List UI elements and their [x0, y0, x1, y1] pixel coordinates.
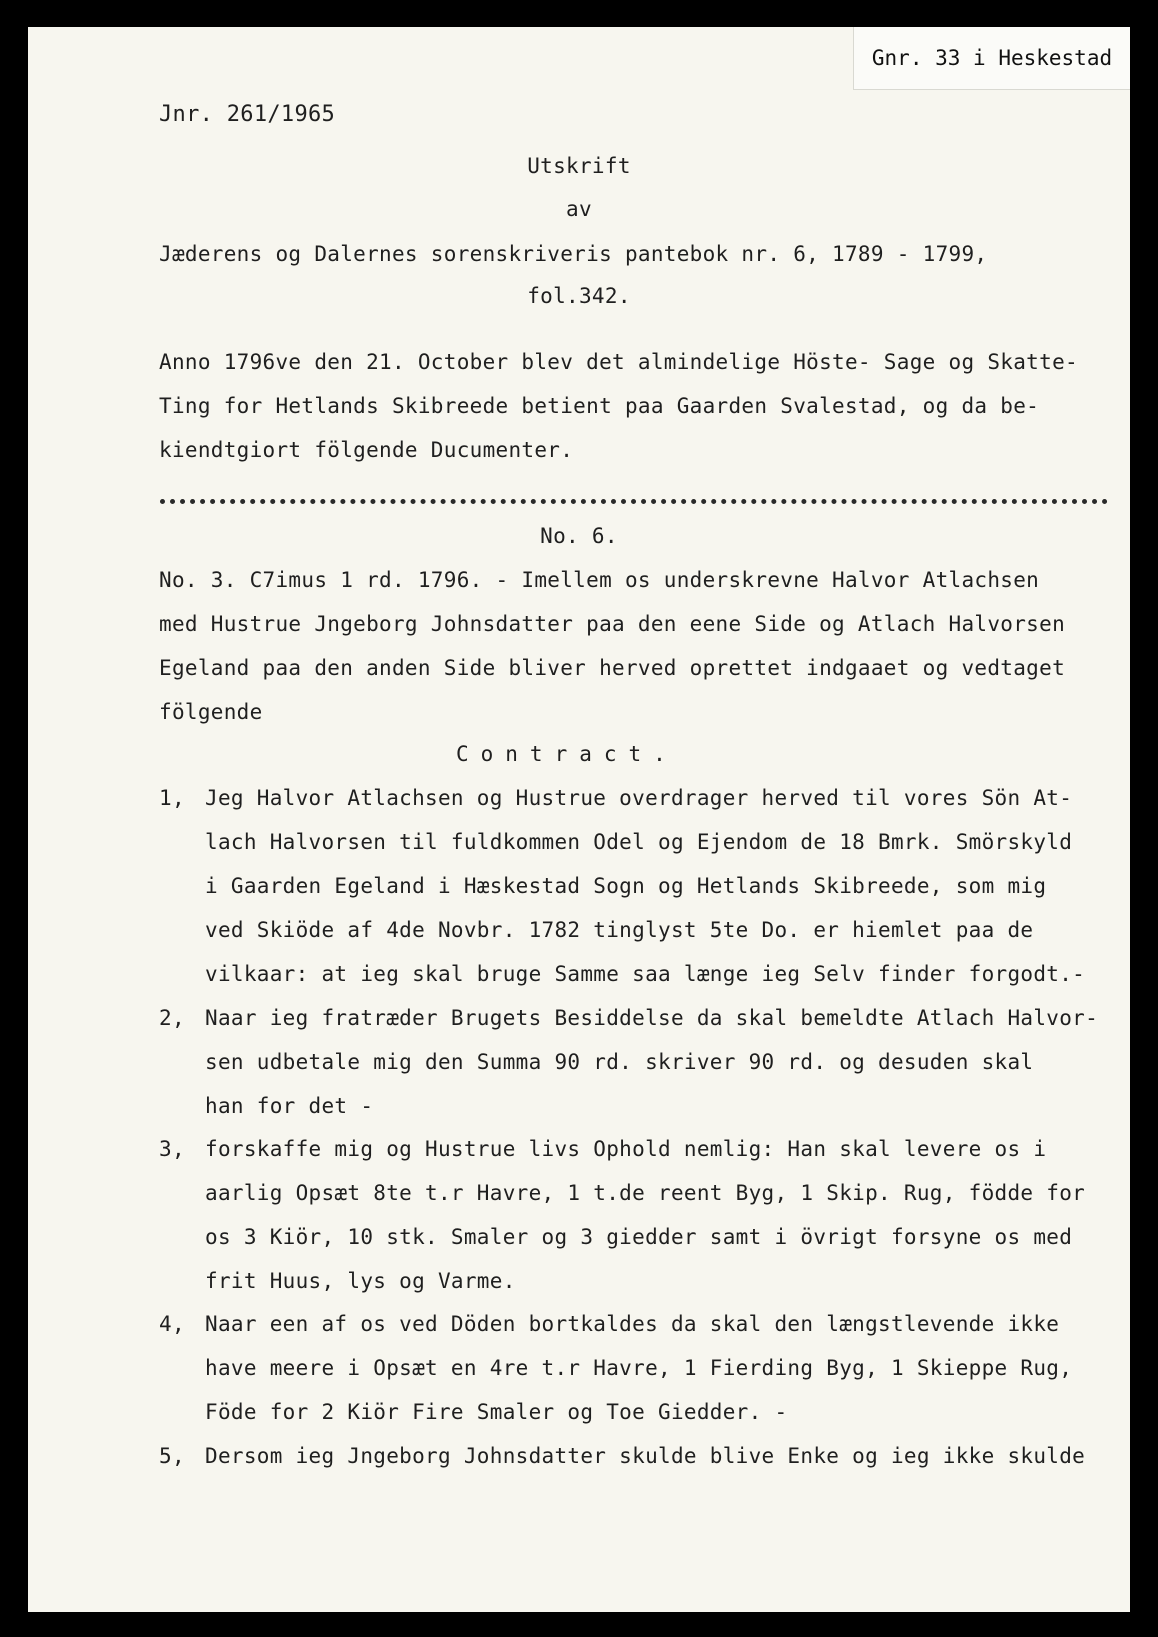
document-page	[28, 27, 1130, 1612]
title-connector: av	[566, 197, 592, 221]
section-number: No. 6.	[540, 524, 618, 548]
folio-line: fol.342.	[527, 284, 631, 308]
item-line: i Gaarden Egeland i Hæskestad Sogn og Hetlands Skibreede, som mig	[205, 874, 1047, 898]
item-number: 3,	[159, 1137, 185, 1161]
item-line: frit Huus, lys og Varme.	[205, 1269, 516, 1293]
dotted-divider	[160, 499, 1108, 504]
intro-line: Anno 1796ve den 21. October blev det almindelige Höste- Sage og Skatte-	[159, 350, 1078, 374]
item-line: os 3 Kiör, 10 stk. Smaler og 3 giedder samt i övrigt forsyne os med	[205, 1225, 1073, 1249]
item-line: Dersom ieg Jngeborg Johnsdatter skulde blive Enke og ieg ikke skulde	[205, 1444, 1086, 1468]
item-line: sen udbetale mig den Summa 90 rd. skriver 90 rd. og desuden skal	[205, 1050, 1034, 1074]
item-line: Naar een af os ved Döden bortkaldes da skal den længstlevende ikke	[205, 1312, 1060, 1336]
item-number: 1,	[159, 786, 185, 810]
item-line: forskaffe mig og Hustrue livs Ophold nemlig: Han skal levere os i	[205, 1137, 1047, 1161]
item-number: 4,	[159, 1312, 185, 1336]
item-number: 5,	[159, 1444, 185, 1468]
preamble-line: med Hustrue Jngeborg Johnsdatter paa den eene Side og Atlach Halvorsen	[159, 612, 1066, 636]
journal-number: Jnr. 261/1965	[159, 102, 336, 127]
preamble-line: Egeland paa den anden Side bliver herved oprettet indgaaet og vedtaget	[159, 656, 1066, 680]
item-line: vilkaar: at ieg skal bruge Samme saa længe ieg Selv finder forgodt.-	[205, 962, 1086, 986]
item-line: Jeg Halvor Atlachsen og Hustrue overdrager herved til vores Sön At-	[205, 786, 1073, 810]
item-number: 2,	[159, 1006, 185, 1030]
intro-line: kiendtgiort fölgende Ducumenter.	[159, 438, 574, 462]
intro-line: Ting for Hetlands Skibreede betient paa Gaarden Svalestad, og da be-	[159, 394, 1040, 418]
item-line: aarlig Opsæt 8te t.r Havre, 1 t.de reent Byg, 1 Skip. Rug, födde for	[205, 1181, 1086, 1205]
item-line: lach Halvorsen til fuldkommen Odel og Ejendom de 18 Bmrk. Smörskyld	[205, 830, 1073, 854]
document-title: Utskrift	[527, 154, 631, 178]
item-line: ved Skiöde af 4de Novbr. 1782 tinglyst 5te Do. er hiemlet paa de	[205, 918, 1034, 942]
item-line: Naar ieg fratræder Brugets Besiddelse da skal bemeldte Atlach Halvor-	[205, 1006, 1099, 1030]
item-line: han for det -	[205, 1094, 374, 1118]
preamble-line: No. 3. C7imus 1 rd. 1796. - Imellem os underskrevne Halvor Atlachsen	[159, 568, 1040, 592]
source-line: Jæderens og Dalernes sorenskriveris pantebok nr. 6, 1789 - 1799,	[159, 242, 988, 266]
reference-label: Gnr. 33 i Heskestad	[853, 27, 1130, 90]
item-line: have meere i Opsæt en 4re t.r Havre, 1 Fierding Byg, 1 Skieppe Rug,	[205, 1356, 1073, 1380]
preamble-line: fölgende	[159, 700, 263, 724]
item-line: Föde for 2 Kiör Fire Smaler og Toe Giedder. -	[205, 1400, 788, 1424]
contract-heading: Contract.	[456, 742, 678, 766]
